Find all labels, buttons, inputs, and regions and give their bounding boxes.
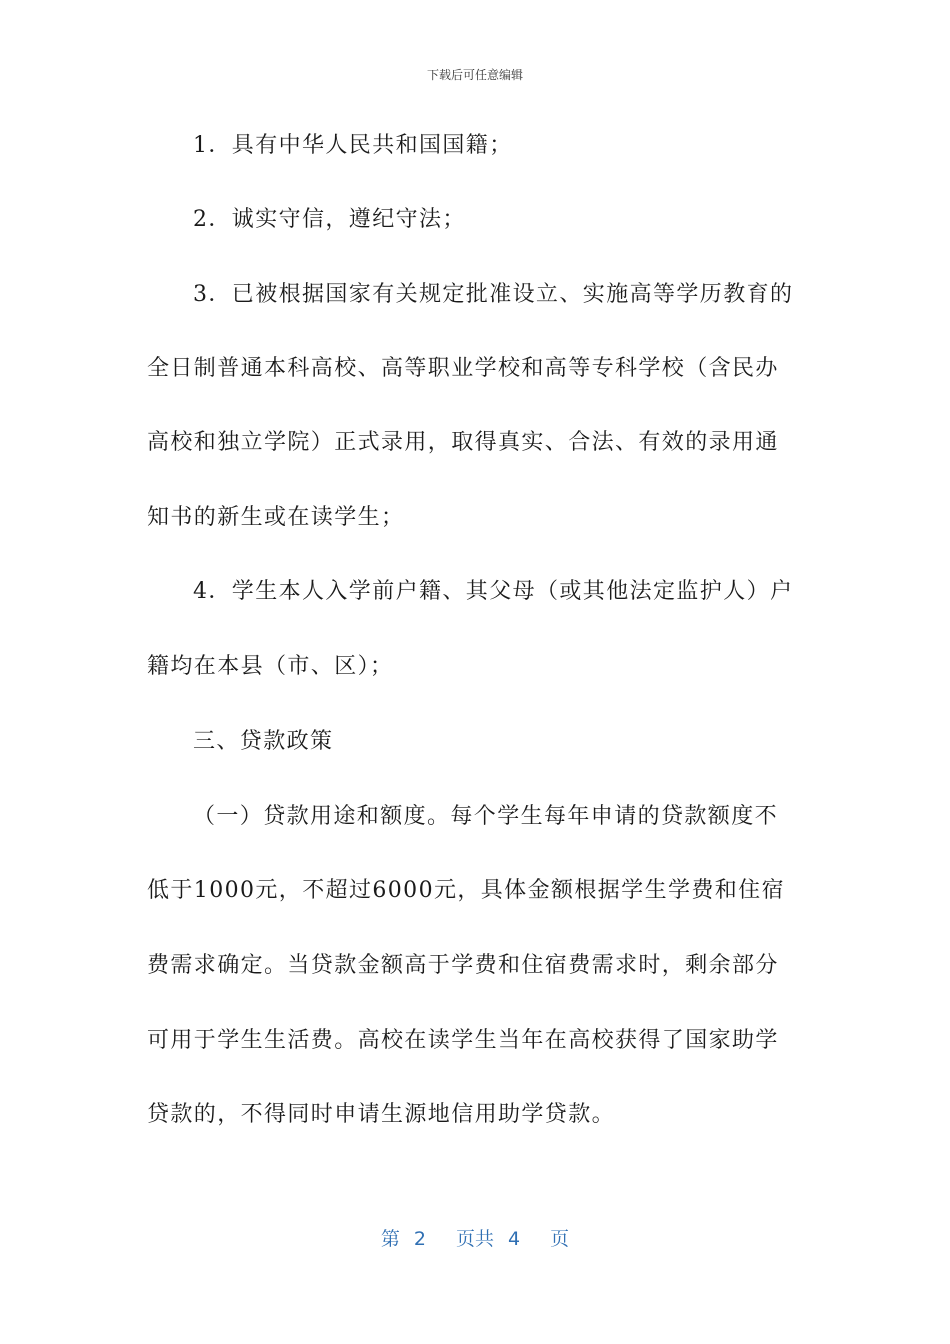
paragraph-line: 全日制普通本科高校、高等职业学校和高等专科学校（含民办	[147, 356, 779, 381]
section-heading: 三、贷款政策	[193, 729, 334, 754]
page-suffix: 页	[550, 1228, 570, 1250]
paragraph-line: 高校和独立学院）正式录用，取得真实、合法、有效的录用通	[147, 430, 779, 455]
page-number: 2	[413, 1228, 426, 1250]
paragraph-line: 贷款的，不得同时申请生源地信用助学贷款。	[147, 1102, 616, 1127]
paragraph-line: 籍均在本县（市、区）；	[147, 654, 394, 679]
paragraph-line: （一）贷款用途和额度。每个学生每年申请的贷款额度不	[193, 804, 779, 829]
page-prefix: 第	[380, 1228, 400, 1250]
paragraph-line: 费需求确定。当贷款金额高于学费和住宿费需求时，剩余部分	[147, 953, 779, 978]
paragraph-line: 4．学生本人入学前户籍、其父母（或其他法定监护人）户	[193, 579, 794, 604]
paragraph-line: 1．具有中华人民共和国国籍；	[193, 133, 513, 158]
page-header: 下载后可任意编辑	[426, 68, 523, 82]
paragraph-line: 3．已被根据国家有关规定批准设立、实施高等学历教育的	[193, 282, 794, 307]
paragraph-line: 可用于学生生活费。高校在读学生当年在高校获得了国家助学	[147, 1028, 779, 1053]
page-footer	[0, 1226, 950, 1252]
page-mid: 页共	[455, 1228, 494, 1250]
page-total: 4	[508, 1228, 521, 1250]
paragraph-line: 低于1000元，不超过6000元，具体金额根据学生学费和住宿	[147, 878, 785, 903]
paragraph-line: 知书的新生或在读学生；	[147, 505, 405, 530]
paragraph-line: 2．诚实守信，遵纪守法；	[193, 207, 466, 232]
